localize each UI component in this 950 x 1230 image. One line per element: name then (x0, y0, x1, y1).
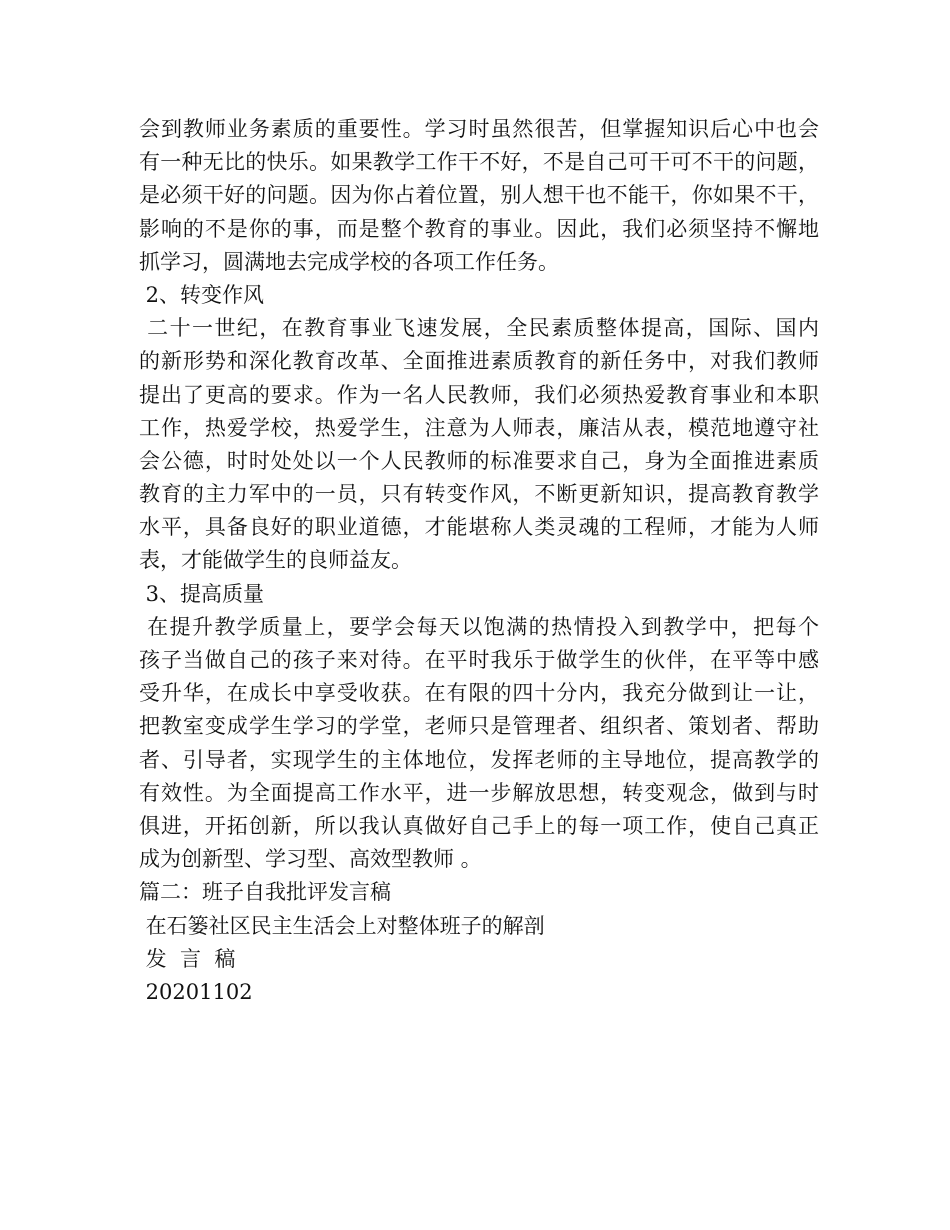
section-heading: 2、转变作风 (139, 282, 265, 307)
text-line: 会到教师业务素质的重要性。学习时虽然很苦，但掌握知识后心中也会 (139, 117, 819, 141)
text-line: 水平，具备良好的职业道德，才能堪称人类灵魂的工程师，才能为人师 (139, 515, 819, 540)
text-line: 俱进，开拓创新，所以我认真做好自己手上的每一项工作，使自己真正 (139, 813, 819, 838)
text-line: 孩子当做自己的孩子来对待。在平时我乐于做学生的伙伴，在平等中感 (139, 648, 819, 672)
text-line: 抓学习，圆满地去完成学校的各项工作任务。 (139, 249, 559, 274)
text-line: 影响的不是你的事，而是整个教育的事业。因此，我们必须坚持不懈地 (139, 216, 819, 241)
text-line: 有一种无比的快乐。如果教学工作干不好，不是自己可干可不干的问题， (139, 150, 819, 175)
text-line: 的新形势和深化教育改革、全面推进素质教育的新任务中，对我们教师 (139, 349, 819, 374)
text-line: 在提升教学质量上，要学会每天以饱满的热情投入到教学中，把每个 (139, 614, 819, 639)
speech-label: 发 言 稿 (139, 946, 236, 971)
text-line: 者、引导者，实现学生的主体地位，发挥老师的主导地位，提高教学的 (139, 747, 819, 772)
subtitle: 在石篓社区民主生活会上对整体班子的解剖 (139, 913, 545, 938)
text-line: 是必须干好的问题。因为你占着位置，别人想干也不能干，你如果不干， (139, 183, 819, 208)
text-line: 教育的主力军中的一员，只有转变作风，不断更新知识，提高教育教学 (139, 482, 819, 507)
text-line: 成为创新型、学习型、高效型教师 。 (139, 847, 482, 872)
chapter-title: 篇二：班子自我批评发言稿 (139, 880, 391, 905)
text-line: 受升华，在成长中享受收获。在有限的四十分内，我充分做到让一让， (139, 681, 819, 706)
text-line: 有效性。为全面提高工作水平，进一步解放思想，转变观念，做到与时 (139, 780, 819, 805)
text-line: 工作，热爱学校，热爱学生，注意为人师表，廉洁从表，模范地遵守社 (139, 415, 819, 440)
text-line: 提出了更高的要求。作为一名人民教师，我们必须热爱教育事业和本职 (139, 382, 819, 407)
document-body (139, 113, 839, 1009)
text-line: 表，才能做学生的良师益友。 (139, 548, 412, 573)
text-line: 二十一世纪，在教育事业飞速发展，全民素质整体提高，国际、国内 (139, 316, 819, 341)
text-line: 会公德，时时处处以一个人民教师的标准要求自己，身为全面推进素质 (139, 448, 819, 473)
section-heading: 3、提高质量 (139, 581, 265, 606)
date-code: 20201102 (139, 979, 253, 1004)
text-line: 把教室变成学生学习的学堂，老师只是管理者、组织者、策划者、帮助 (139, 714, 819, 739)
